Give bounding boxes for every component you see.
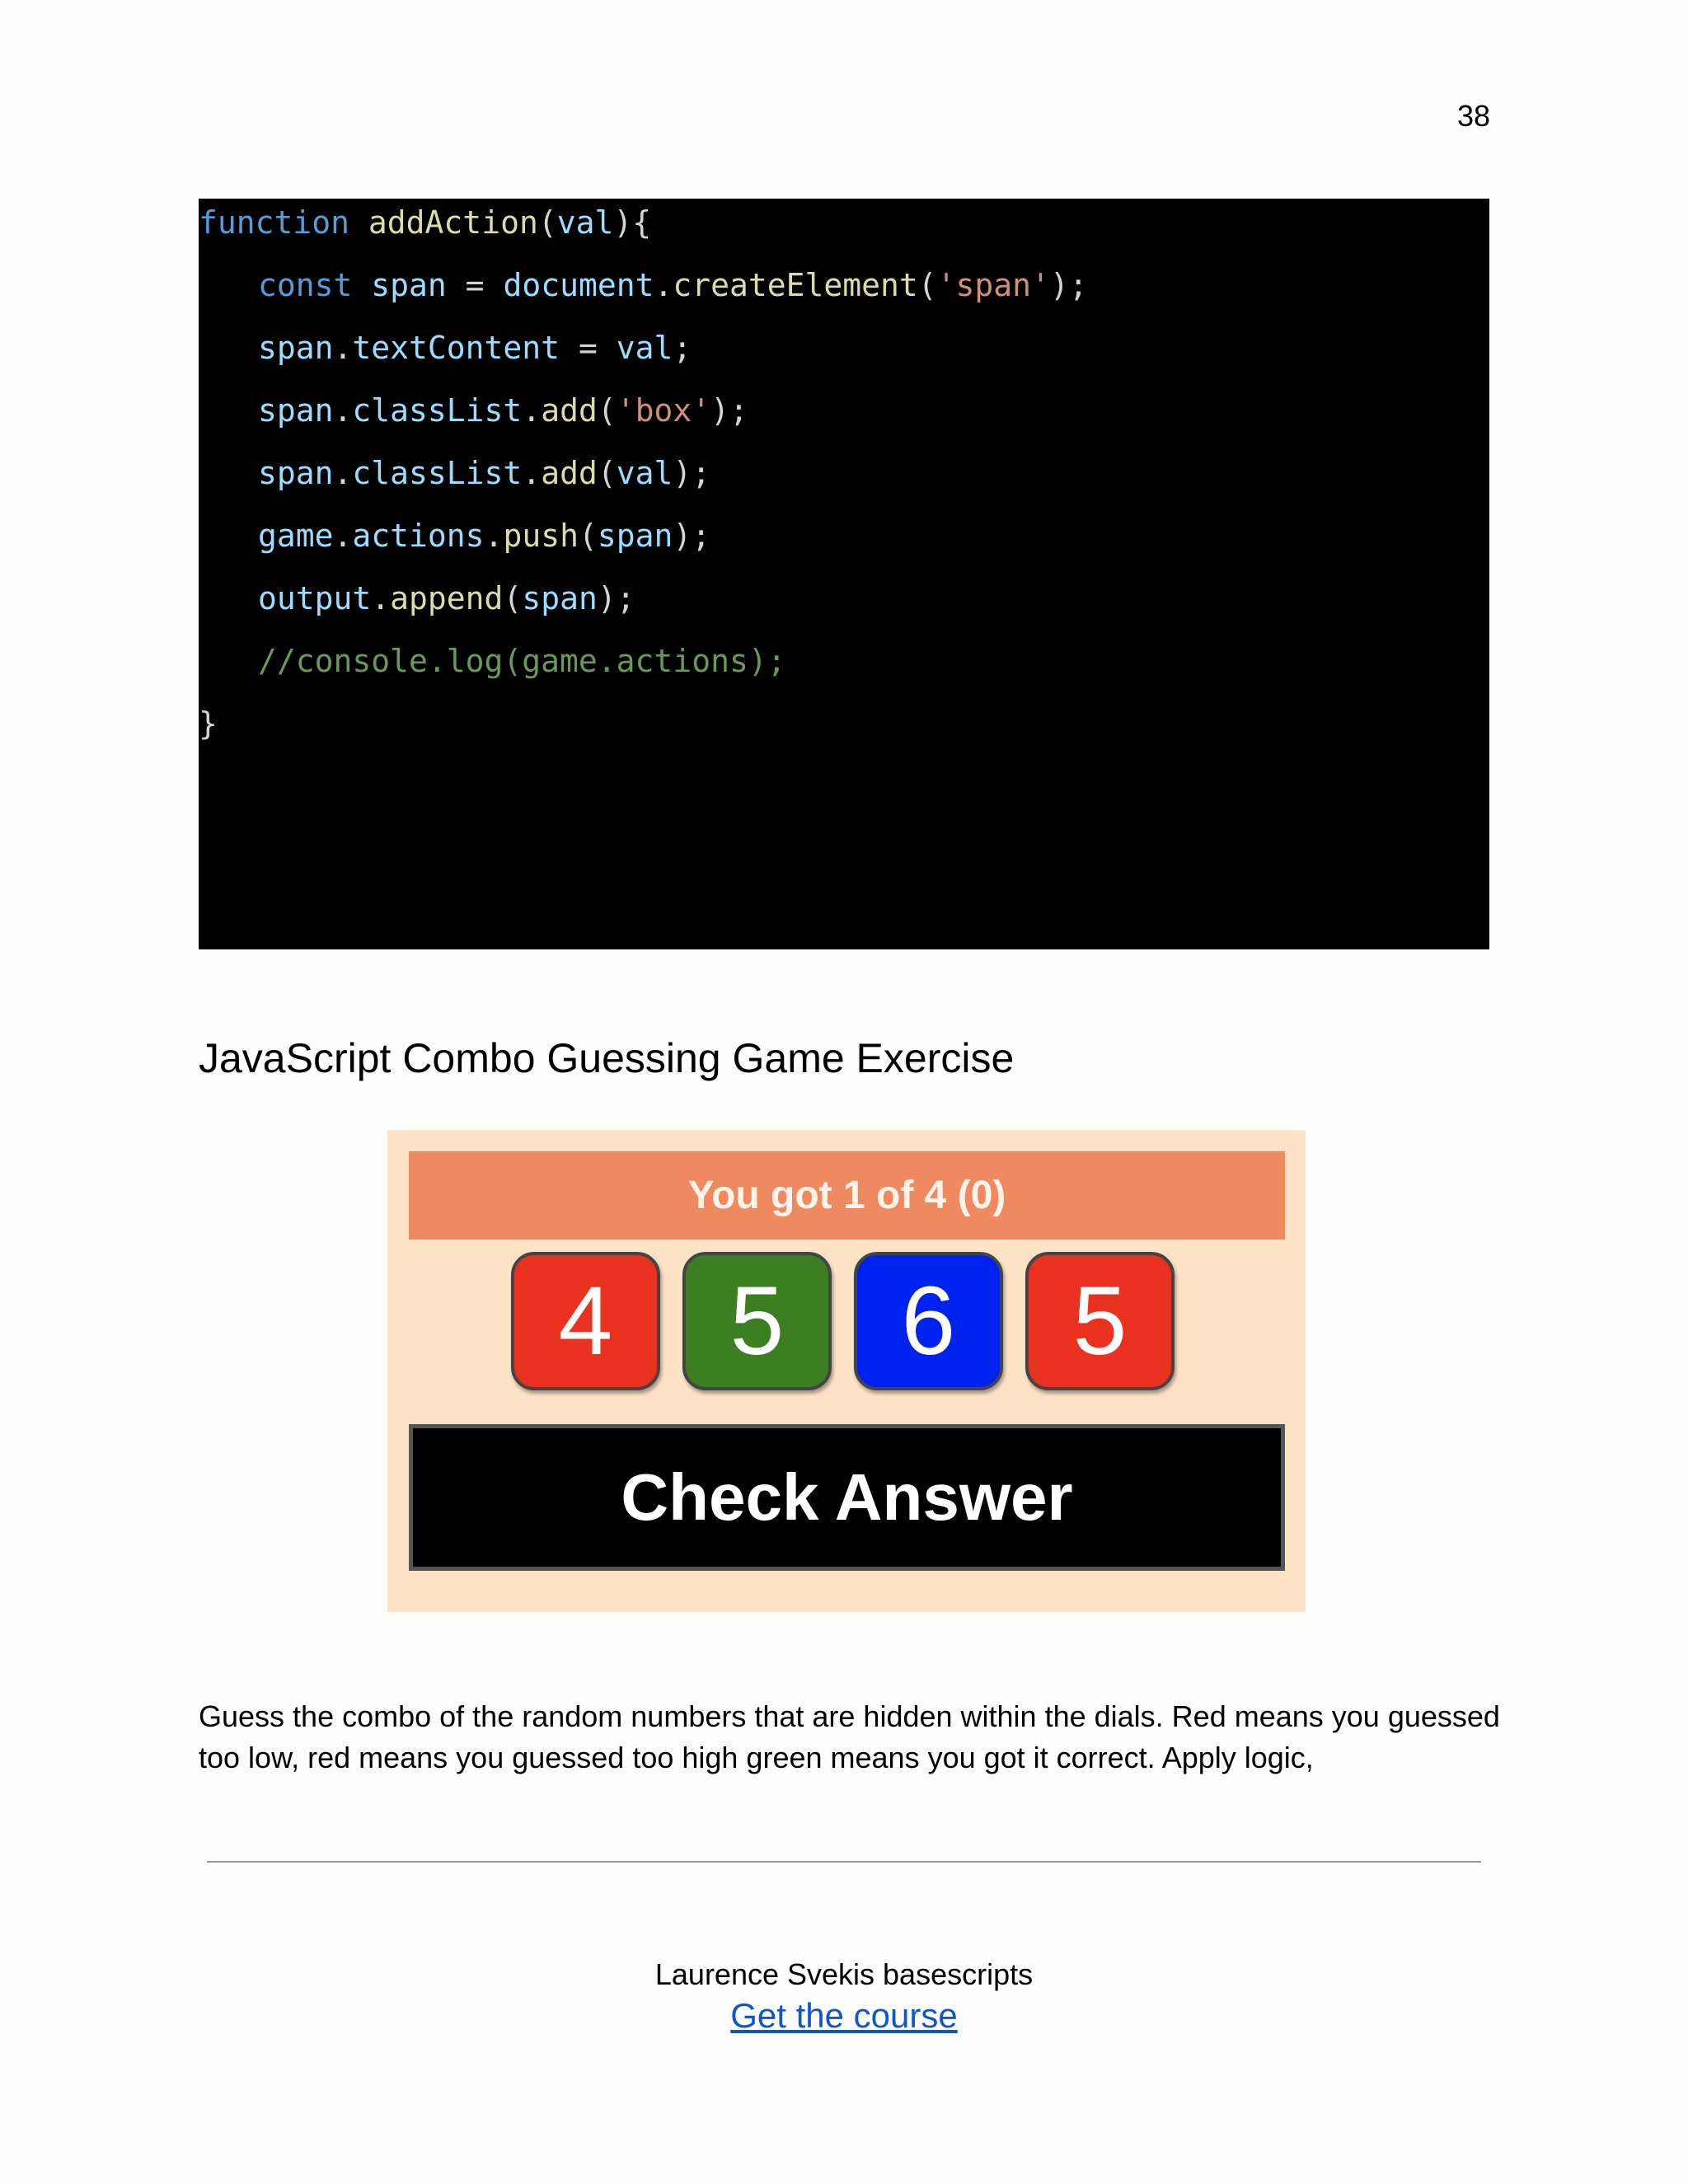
code-block <box>199 199 1489 949</box>
section-heading: JavaScript Combo Guessing Game Exercise <box>199 1035 1015 1081</box>
code-token: game <box>258 518 334 554</box>
code-token: . <box>333 518 353 554</box>
code-line <box>199 327 1489 390</box>
code-token: textContent <box>352 330 560 366</box>
code-token: val <box>616 330 673 366</box>
code-token: } <box>199 705 218 742</box>
code-token: 'box' <box>616 392 711 429</box>
code-token: ( <box>578 518 598 554</box>
code-token: //console.log(game.actions); <box>258 643 786 679</box>
code-line <box>199 703 1489 766</box>
code-token: ( <box>597 455 617 491</box>
code-token: actions <box>352 518 485 554</box>
code-line <box>199 390 1489 452</box>
code-token: push <box>503 518 579 554</box>
code-token: . <box>333 330 353 366</box>
footer-link-wrapper <box>0 1996 1688 2036</box>
code-token: classList <box>352 392 523 429</box>
code-line <box>199 515 1489 578</box>
code-token: classList <box>352 455 523 491</box>
code-token: span <box>371 267 447 303</box>
code-token: ( <box>597 392 617 429</box>
code-token: . <box>654 267 673 303</box>
code-token: const <box>258 267 353 303</box>
dial-2[interactable]: 5 <box>682 1252 832 1390</box>
code-token: createElement <box>673 267 918 303</box>
code-token: span <box>258 455 334 491</box>
code-token: . <box>522 455 542 491</box>
code-token: val <box>556 204 614 241</box>
game-panel <box>387 1130 1306 1612</box>
course-link[interactable]: Get the course <box>730 1996 958 2035</box>
code-token: function <box>199 204 350 241</box>
score-message: You got 1 of 4 (0) <box>409 1151 1285 1240</box>
code-token: span <box>522 580 598 616</box>
dial-3[interactable]: 6 <box>854 1252 1003 1390</box>
code-token: . <box>484 518 504 554</box>
footer-author: Laurence Svekis basescripts <box>654 1957 1034 1991</box>
code-line <box>199 265 1489 327</box>
page-number: 38 <box>1456 99 1490 133</box>
code-token: output <box>258 580 372 616</box>
dial-1[interactable]: 4 <box>511 1252 660 1390</box>
code-line <box>199 202 1489 265</box>
code-token: ){ <box>613 204 652 241</box>
code-token: span <box>258 330 334 366</box>
exercise-description: Guess the combo of the random numbers that are hidden within the dials. Red means you guessed too low, red means you guessed too high green means you got it correct. Apply logic, <box>199 1699 1500 1774</box>
code-token: ( <box>917 267 937 303</box>
code-line <box>199 578 1489 640</box>
code-token: . <box>333 392 353 429</box>
code-token: ; <box>673 330 692 366</box>
code-token: ( <box>503 580 523 616</box>
code-token: = <box>560 330 617 366</box>
code-token: add <box>541 392 598 429</box>
code-line <box>199 640 1489 703</box>
code-token: document <box>503 267 654 303</box>
code-token: . <box>522 392 542 429</box>
code-token: = <box>446 267 504 303</box>
dial-4[interactable]: 5 <box>1025 1252 1175 1390</box>
code-token: span <box>597 518 673 554</box>
code-token: append <box>390 580 504 616</box>
footer-divider <box>207 1861 1481 1863</box>
code-token: 'span' <box>936 267 1050 303</box>
code-token <box>352 267 371 303</box>
code-token: ); <box>710 392 748 429</box>
code-token: . <box>333 455 353 491</box>
code-token: ); <box>673 518 711 554</box>
code-token <box>349 204 368 241</box>
code-line <box>199 452 1489 515</box>
code-token: span <box>258 392 334 429</box>
code-token: val <box>616 455 673 491</box>
code-token: ); <box>673 455 711 491</box>
code-token: ( <box>537 204 557 241</box>
dial-row <box>511 1252 1175 1390</box>
code-token: add <box>541 455 598 491</box>
check-answer-button[interactable]: Check Answer <box>409 1424 1285 1571</box>
code-token: . <box>371 580 391 616</box>
code-token: ); <box>1049 267 1088 303</box>
code-token: addAction <box>368 204 538 241</box>
code-token: ); <box>597 580 635 616</box>
